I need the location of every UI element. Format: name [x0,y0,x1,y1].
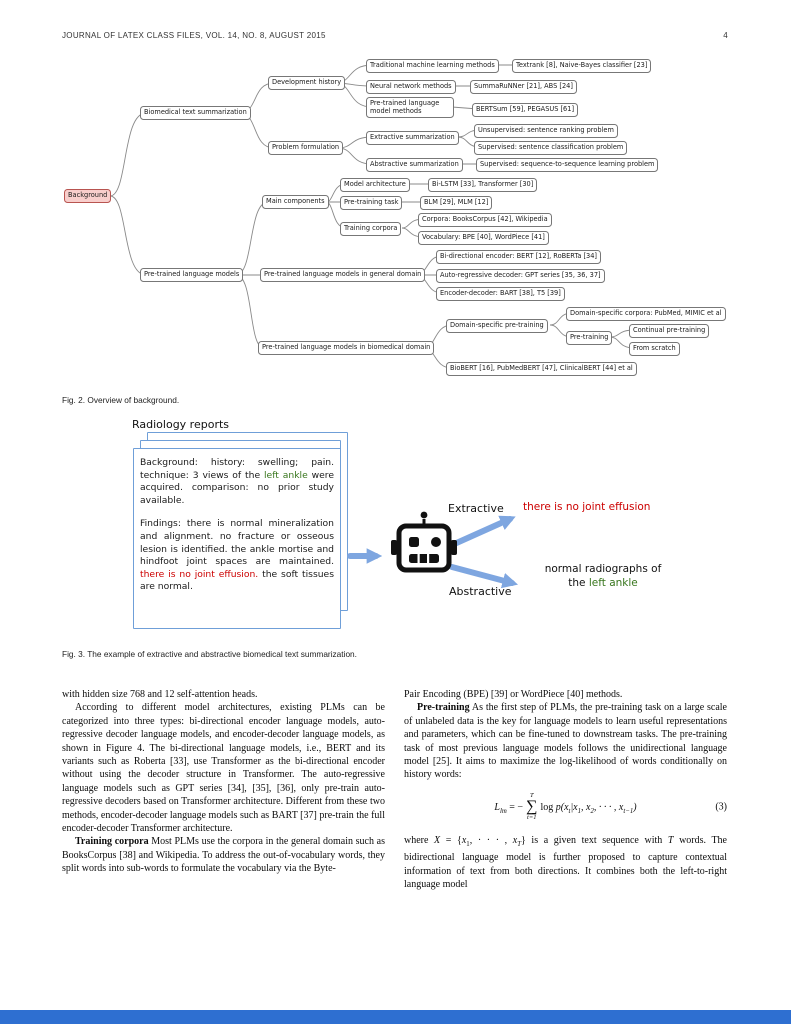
sum-lower-limit: t=1 [527,814,537,822]
leaf-vocabulary-bpe-wordpiece: Vocabulary: BPE [40], WordPiece [41] [418,231,549,245]
node-pre-training: Pre-training [566,331,612,345]
right-column [404,688,727,891]
body-text: } is a given text sequence with [521,834,668,846]
leaf-autoregressive-decoder: Auto-regressive decoder: GPT series [35, 36, 37] [436,269,605,283]
equation-3 [404,793,727,822]
var-x: x [512,834,518,846]
left-column [62,688,385,876]
report-highlight-no-joint-effusion: there is no joint effusion. [140,568,259,580]
leaf-unsupervised-sentence-ranking: Unsupervised: sentence ranking problem [474,124,618,138]
leaf-domain-specific-corpora: Domain-specific corpora: PubMed, MIMIC et al [566,307,726,321]
node-biomedical-text-summarization: Biomedical text summarization [140,106,251,120]
node-abstractive-summarization: Abstractive summarization [366,158,463,172]
eq-term: |x [570,801,578,813]
sum-upper-limit: T [529,791,534,799]
report-text: Findings: there is normal mineralization and alignment. no fracture or osseous lesion is identified. the ankle mortise and hindfoot joint spaces are maintained. [140,518,334,568]
abstractive-highlight-left-ankle: left ankle [588,576,638,589]
var-x: x [461,834,467,846]
page-number: 4 [723,31,728,40]
body-text: , · · · , [469,834,513,846]
report-paragraph-background [140,457,334,507]
eq-sub: t−1 [623,807,634,815]
node-plm-general-domain: Pre-trained language models in general domain [260,268,425,282]
body-paragraph-continuation: with hidden size 768 and 12 self-attention heads. [62,689,258,700]
report-page-front [133,448,341,629]
equation-equals: = − [506,801,524,813]
eq-term: , x [581,801,591,813]
leaf-bidirectional-encoder: Bi-directional encoder: BERT [12], RoBERTa [34] [436,250,601,264]
eq-sub: 1 [577,807,582,815]
node-domain-specific-pretraining: Domain-specific pre-training [446,319,548,333]
report-text: the soft tissues are normal. [140,568,334,593]
body-paragraph-where [404,834,727,892]
report-highlight-left-ankle: left ankle [264,469,308,481]
equation-lhs: L [494,801,500,813]
body-text: words. The bidirectional language model is further proposed to capture contextual information of text from both directions. It combines both the left-to-right language model [404,834,727,891]
leaf-supervised-sentence-classification: Supervised: sentence classification problem [474,141,627,155]
pre-training-heading: Pre-training [417,702,470,714]
eq-term: , · · · , x [593,801,624,813]
node-plm-biomedical-domain: Pre-trained language models in biomedical domain [258,341,434,355]
eq-term: ) [633,801,637,813]
abstractive-arrow [452,567,512,583]
fig2-caption: Fig. 2. Overview of background. [62,395,180,405]
equation-expression [494,791,637,822]
node-main-components: Main components [262,195,329,209]
report-text: were acquired. comparison: no prior study available. [140,469,335,506]
node-pre-training-task: Pre-training task [340,196,402,210]
sub-T: T [517,840,522,848]
leaf-corpora-bookscorpus: Corpora: BooksCorpus [42], Wikipedia [418,213,552,227]
leaf-blm-mlm: BLM [29], MLM [12] [420,196,492,210]
eq-log: log [540,801,556,813]
leaf-summarunner-abs: SummaRuNNer [21], ABS [24] [470,80,577,94]
leaf-continual-pretraining: Continual pre-training [629,324,709,338]
abstractive-label: Abstractive [449,585,512,598]
leaf-textrank-naive-bayes: Textrank [8], Naive-Bayes classifier [23] [512,59,651,73]
leaf-encoder-decoder: Encoder-decoder: BART [38], T5 [39] [436,287,565,301]
equation-lhs-sub: lm [499,807,507,815]
body-text: = { [440,834,462,846]
abstractive-output-text [533,563,673,590]
abstractive-output-line2 [533,577,673,591]
node-traditional-ml-methods: Traditional machine learning methods [366,59,499,73]
abstractive-line2-prefix: the [568,576,589,589]
journal-title: JOURNAL OF LATEX CLASS FILES, VOL. 14, NO. 8, AUGUST 2015 [62,31,326,40]
node-neural-network-methods: Neural network methods [366,80,456,94]
eq-sub: t [568,807,571,815]
sigma-glyph: ∑ [526,798,538,816]
leaf-from-scratch: From scratch [629,342,680,356]
extractive-arrow [452,519,510,545]
bottom-bar [0,1010,791,1024]
fig3-artwork [0,415,791,655]
body-paragraph-training-corpora [62,835,385,875]
sub-1: 1 [466,840,470,848]
training-corpora-heading: Training corpora [75,836,149,848]
report-paragraph-findings [140,518,334,594]
training-corpora-text: Most PLMs use the corpora in the general domain such as BooksCorpus [38] and Wikipedia. To address the out-of-vocabulary words, they split words into sub-words to formulate the vocabulary via the Byte- [62,836,385,875]
extractive-label: Extractive [448,502,504,515]
radiology-reports-label: Radiology reports [132,418,230,431]
node-development-history: Development history [268,76,345,90]
body-paragraph-continuation: Pair Encoding (BPE) [39] or WordPiece [40] methods. [404,689,623,700]
robot-icon [391,512,457,570]
body-paragraph-pretraining [404,701,727,781]
leaf-seq2seq-learning: Supervised: sequence-to-sequence learning problem [476,158,658,172]
node-problem-formulation: Problem formulation [268,141,343,155]
var-T: T [667,834,674,846]
node-extractive-summarization: Extractive summarization [366,131,459,145]
leaf-bertsum-pegasus: BERTSum [59], PEGASUS [61] [472,103,578,117]
report-text: Background: history: swelling; pain. technique: 3 views of the [140,457,334,481]
body-text: where [404,834,435,846]
equation-number: (3) [715,801,727,813]
eq-sub: 2 [590,807,594,815]
equation-body [540,802,636,813]
summation-symbol [526,793,537,822]
leaf-biobert-pubmedbert-clinicalbert: BioBERT [16], PubMedBERT [47], ClinicalBERT [44] et al [446,362,637,376]
node-pre-trained-language-models: Pre-trained language models [140,268,243,282]
pre-training-text: As the first step of PLMs, the pre-training task on a large scale of unlabeled data is the key for language models to learn useful representations and parameters, which can be fine-tuned to downstream tasks. The pre-training task of most previous language models follows the unidirectional language model [25]. It aims to maximize the log-likelihood of words conditionally on history words: [404,702,727,781]
leaf-bilstm-transformer: Bi-LSTM [33], Transformer [30] [428,178,537,192]
extractive-output-text: there is no joint effusion [523,501,651,513]
body-paragraph-architectures: According to different model architectures, existing PLMs can be categorized into three types: bi-directional encoder language models, auto-regressive decoder language models, and encoder-decoder language models, as shown in Figure 4. The bi-directional language models, i.e., BERT and its variants such as Roberta [33], use Transformer as the bi-directional encoder without using the decoder structure in Transformer. The auto-regressive language models such as GPT series [34], [35], [36], only pre-train auto-regressive decoders based on Transformer architecture. Different from these two methods, encoder-decoder language models such as BART [37] pre-train the full encoder-decoder Transformer architecture. [62,702,385,835]
fig3-caption: Fig. 3. The example of extractive and abstractive biomedical text summarization. [62,649,357,659]
page-header [62,31,728,40]
node-background: Background [64,189,111,203]
eq-term: p(x [555,801,569,813]
blue-arrows [350,519,512,583]
node-model-architecture: Model architecture [340,178,410,192]
node-training-corpora: Training corpora [340,222,401,236]
node-plm-methods: Pre-trained language model methods [366,97,454,118]
var-X: X [434,834,441,846]
abstractive-output-line1: normal radiographs of [544,563,662,575]
